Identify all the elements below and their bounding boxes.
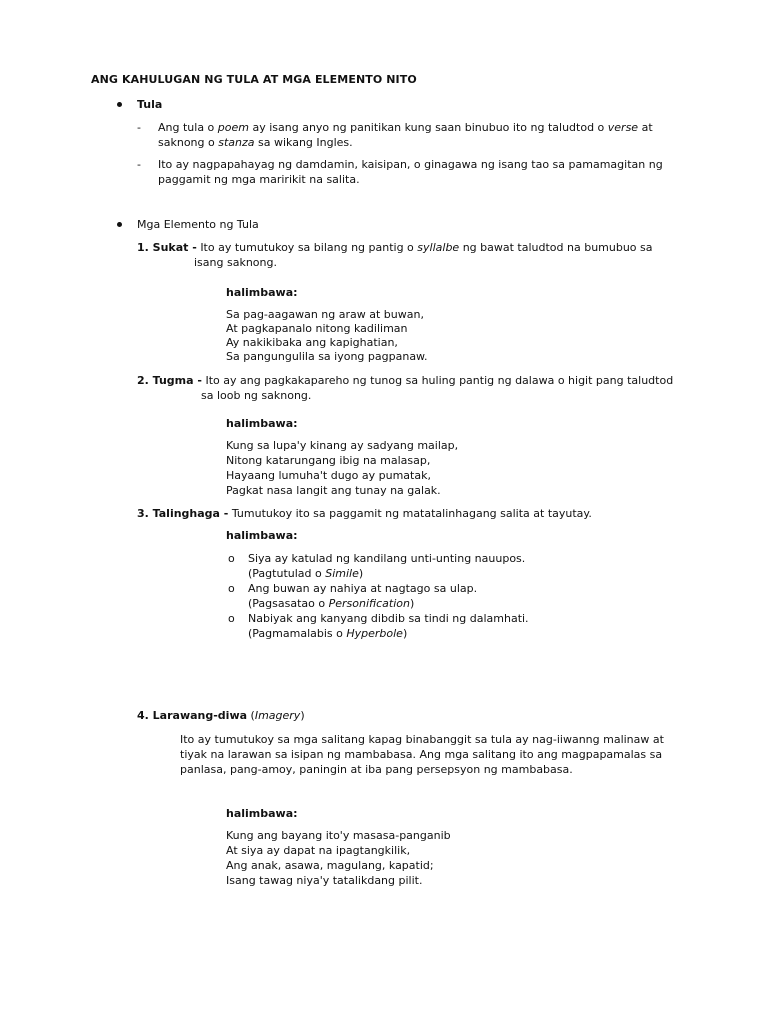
larawang-diwa-heading [137,708,305,723]
larawang-diwa-paragraph-line: panlasa, pang-amoy, paningin at iba pang persepsyon ng mambabasa. [180,763,573,776]
tugma-example-line: Hayaang lumuha't dugo ay pumatak, [226,469,431,482]
tula-item-1-line-1 [158,120,653,135]
larawang-diwa-label: 4. Larawang-diwa [137,709,248,722]
larawang-diwa-example-line: At siya ay dapat na ipagtangkilik, [226,844,411,857]
sukat-example-line: Sa pangungulila sa iyong pagpanaw. [226,350,428,363]
dash-icon: - [137,158,141,171]
tugma-example-line: Nitong katarungang ibig na malasap, [226,454,431,467]
text-run: Tumutukoy ito sa paggamit ng matatalinhagang salita at tayutay. [231,507,592,520]
tula-item-1-line-2 [158,135,353,150]
text-run: ) [358,567,364,580]
tula-heading: Tula [137,98,163,111]
text-run: ( [250,709,255,722]
tugma-line-2: sa loob ng saknong. [201,389,312,402]
tugma-line-1 [137,373,673,388]
bullet-icon [117,102,122,107]
text-run: saknong o [158,136,219,149]
circle-bullet-icon: o [228,552,235,565]
text-run: sa wikang Ingles. [254,136,353,149]
talinghaga-example-label: halimbawa: [226,529,298,542]
tula-item-2-line-2: paggamit ng mga maririkit na salita. [158,173,360,186]
text-run: (Pagsasatao o [248,597,329,610]
talinghaga-label: 3. Talinghaga - [137,507,229,520]
larawang-diwa-example-line: Ang anak, asawa, magulang, kapatid; [226,859,434,872]
tugma-example-line: Pagkat nasa langit ang tunay na galak. [226,484,441,497]
circle-bullet-icon: o [228,612,235,625]
term-imagery: Imagery [254,709,301,722]
talinghaga-line-1 [137,506,592,521]
larawang-diwa-example-line: Kung ang bayang ito'y masasa-panganib [226,829,451,842]
term-hyperbole: Hyperbole [346,627,403,640]
talinghaga-item: Ang buwan ay nahiya at nagtago sa ulap. [248,582,478,595]
sukat-example-line: Sa pag-aagawan ng araw at buwan, [226,308,424,321]
text-run: (Pagmamalabis o [248,627,347,640]
text-run: ng bawat taludtod na bumubuo sa [459,241,653,254]
talinghaga-item-note [248,626,407,641]
larawang-diwa-paragraph-line: Ito ay tumutukoy sa mga salitang kapag binabanggit sa tula ay nag-iiwanng malinaw at [180,733,664,746]
text-run: Ito ay tumutukoy sa bilang ng pantig o [200,241,418,254]
circle-bullet-icon: o [228,582,235,595]
sukat-example-label: halimbawa: [226,286,298,299]
sukat-example-line: Ay nakikibaka ang kapighatian, [226,336,398,349]
text-run: ay isang anyo ng panitikan kung saan binubuo ito ng taludtod o [248,121,608,134]
tugma-example-label: halimbawa: [226,417,298,430]
talinghaga-item: Nabiyak ang kanyang dibdib sa tindi ng dalamhati. [248,612,529,625]
term-personification: Personification [328,597,410,610]
talinghaga-item: Siya ay katulad ng kandilang unti-unting nauupos. [248,552,526,565]
larawang-diwa-paragraph-line: tiyak na larawan sa isipan ng mambabasa. Ang mga salitang ito ang magpapamalas sa [180,748,663,761]
text-run: ) [402,627,408,640]
elements-heading: Mga Elemento ng Tula [137,218,259,231]
text-run: ) [300,709,305,722]
larawang-diwa-example-line: Isang tawag niya'y tatalikdang pilit. [226,874,423,887]
text-run: at [638,121,653,134]
sukat-example-line: At pagkapanalo nitong kadiliman [226,322,408,335]
tugma-example-line: Kung sa lupa'y kinang ay sadyang mailap, [226,439,459,452]
page-title: ANG KAHULUGAN NG TULA AT MGA ELEMENTO NITO [91,73,417,86]
text-run: Ito ay ang pagkakapareho ng tunog sa huling pantig ng dalawa o higit pang taludtod [205,374,674,387]
tula-item-2-line-1: Ito ay nagpapahayag ng damdamin, kaisipan, o ginagawa ng isang tao sa pamamagitan ng [158,158,663,171]
term-syllable: syllalbe [417,241,460,254]
tugma-label: 2. Tugma - [137,374,202,387]
larawang-diwa-example-label: halimbawa: [226,807,298,820]
bullet-icon [117,222,122,227]
text-run: (Pagtutulad o [248,567,326,580]
talinghaga-item-note [248,566,363,581]
term-verse: verse [607,121,639,134]
dash-icon: - [137,121,141,134]
sukat-label: 1. Sukat - [137,241,197,254]
term-simile: Simile [325,567,359,580]
term-poem: poem [217,121,249,134]
text-run: Ang tula o [158,121,218,134]
term-stanza: stanza [218,136,255,149]
text-run: ) [410,597,415,610]
sukat-line-2: isang saknong. [194,256,277,269]
sukat-line-1 [137,240,653,255]
talinghaga-item-note [248,596,414,611]
